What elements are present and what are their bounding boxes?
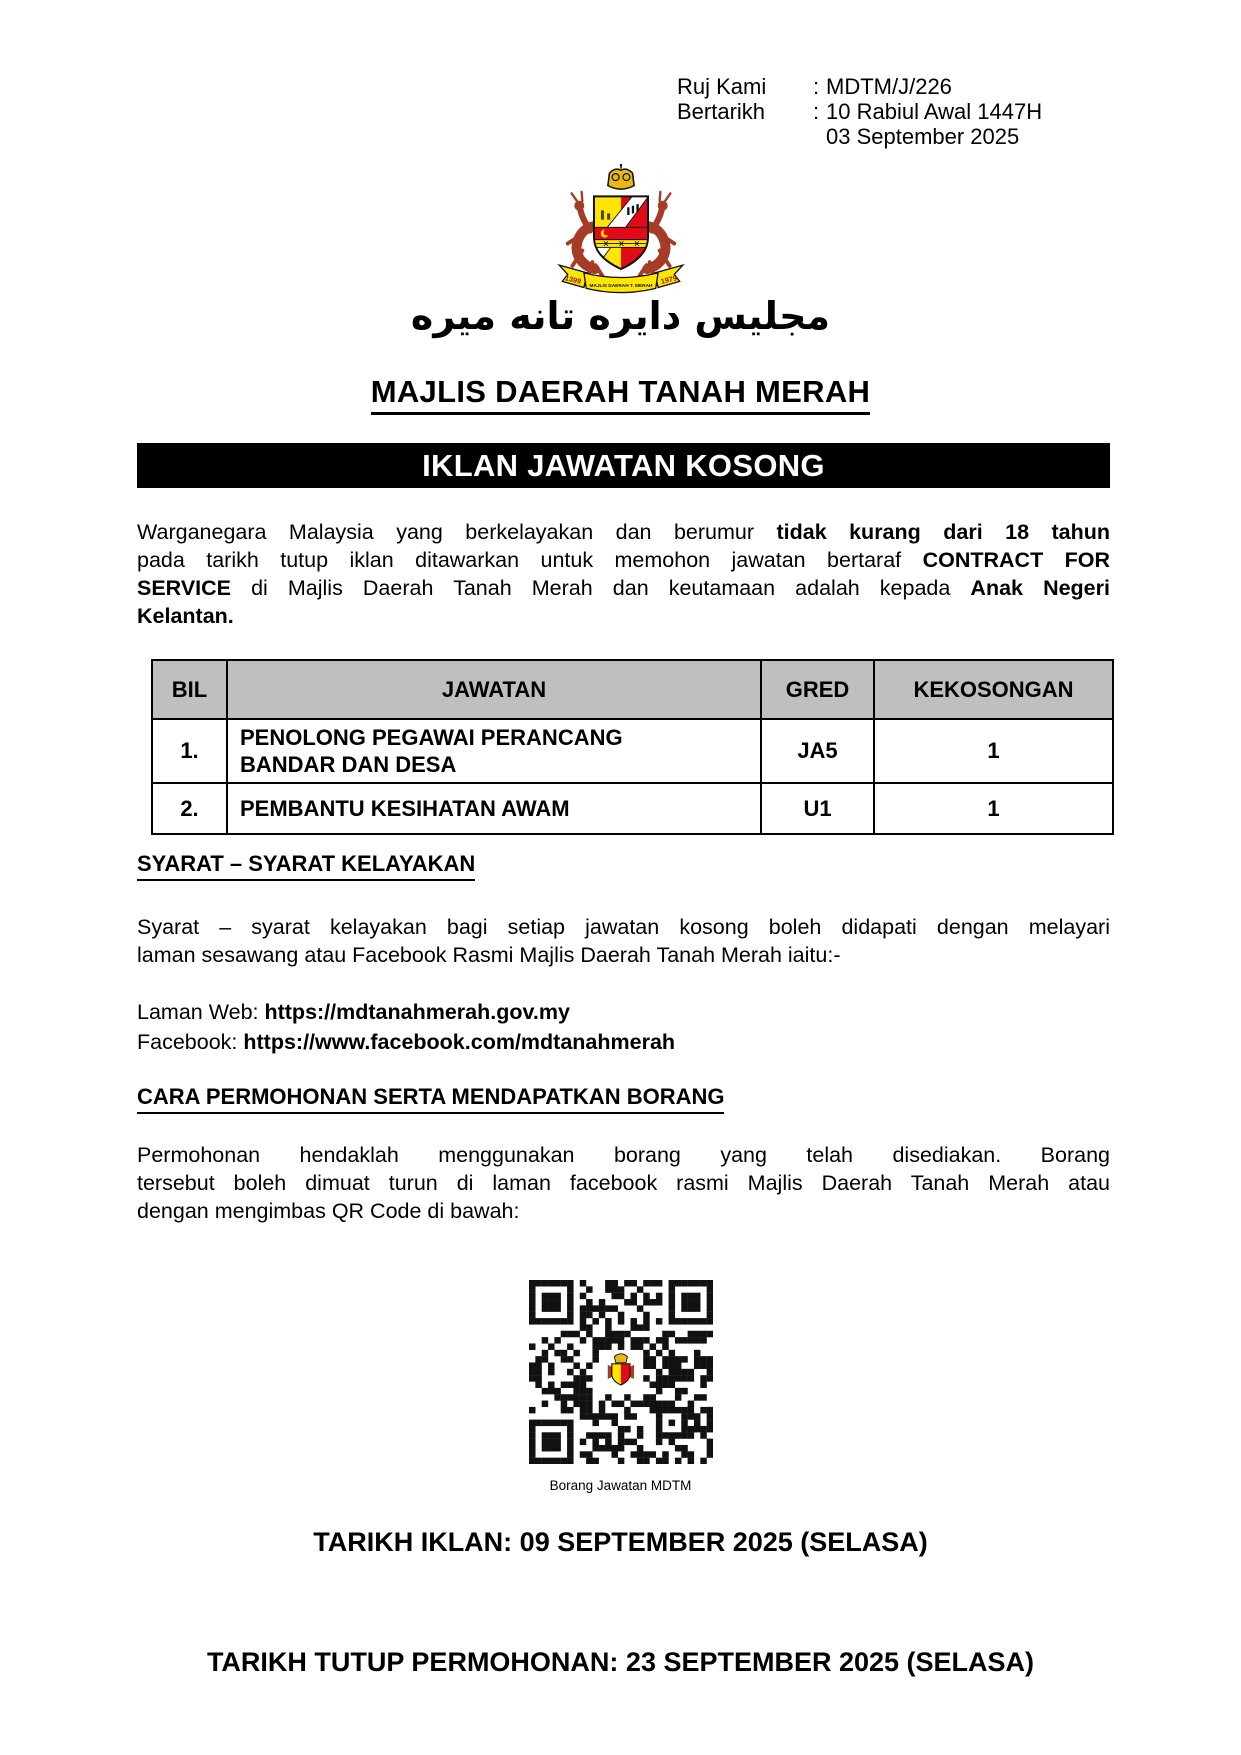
ref-separator bbox=[813, 124, 826, 149]
table-header-row bbox=[152, 660, 1113, 719]
ref-value: MDTM/J/226 bbox=[826, 74, 952, 99]
ref-separator: : bbox=[813, 74, 820, 99]
mdtm-crest-logo bbox=[536, 164, 706, 308]
crown-icon bbox=[607, 164, 633, 189]
cell-jawatan bbox=[227, 719, 761, 783]
text-line: SERVICE di Majlis Daerah Tanah Merah dan keutamaan adalah kepada Anak Negeri bbox=[137, 576, 1110, 600]
table-row bbox=[152, 719, 1113, 783]
contact-links bbox=[137, 997, 675, 1057]
qr-code bbox=[529, 1280, 713, 1464]
text-line: Permohonan hendaklah menggunakan borang yang telah disediakan. Borang bbox=[137, 1143, 1110, 1167]
cara-heading bbox=[137, 1084, 724, 1110]
cara-heading-text: CARA PERMOHONAN SERTA MENDAPATKAN BORANG bbox=[137, 1084, 724, 1114]
text-line: pada tarikh tutup iklan ditawarkan untuk memohon jawatan bertaraf CONTRACT FOR bbox=[137, 548, 1111, 572]
ref-row bbox=[677, 74, 1042, 99]
ref-value: 10 Rabiul Awal 1447H bbox=[826, 99, 1043, 124]
text-line: PEMBANTU KESIHATAN AWAM bbox=[240, 796, 570, 821]
reference-block bbox=[677, 74, 1042, 149]
jobs-table bbox=[151, 659, 1114, 835]
ref-label bbox=[677, 124, 813, 149]
text-line: PENOLONG PEGAWAI PERANCANG bbox=[240, 725, 623, 750]
vacancy-banner: IKLAN JAWATAN KOSONG bbox=[137, 443, 1110, 488]
shield-icon bbox=[588, 195, 649, 269]
cara-paragraph bbox=[137, 1141, 1110, 1225]
text-line: tersebut boleh dimuat turun di laman facebook rasmi Majlis Daerah Tanah Merah atau bbox=[137, 1171, 1110, 1195]
text-line: laman sesawang atau Facebook Rasmi Majlis Daerah Tanah Merah iaitu:- bbox=[137, 943, 841, 967]
text-line: dengan mengimbas QR Code di bawah: bbox=[137, 1199, 520, 1223]
ribbon-center-text: MAJLIS DAERAH T. MERAH bbox=[588, 283, 653, 289]
ref-value: 03 September 2025 bbox=[826, 124, 1020, 149]
intro-paragraph bbox=[137, 518, 1110, 630]
tarikh-iklan: TARIKH IKLAN: 09 SEPTEMBER 2025 (SELASA) bbox=[313, 1527, 928, 1557]
tarikh-tutup: TARIKH TUTUP PERMOHONAN: 23 SEPTEMBER 2025 (SELASA) bbox=[206, 1647, 1035, 1677]
org-title bbox=[0, 374, 1241, 410]
table-row bbox=[152, 783, 1113, 834]
qr-section bbox=[0, 1280, 1241, 1493]
qr-caption: Borang Jawatan MDTM bbox=[549, 1478, 692, 1493]
text-line: Facebook: https://www.facebook.com/mdtanahmerah bbox=[137, 1030, 676, 1054]
cell-gred: JA5 bbox=[761, 719, 874, 783]
text-line: Kelantan. bbox=[137, 604, 234, 628]
ribbon-year-left: 1399 bbox=[563, 273, 582, 286]
ref-label: Bertarikh bbox=[677, 99, 766, 124]
col-header-bil: BIL bbox=[152, 660, 227, 719]
syarat-heading-text: SYARAT – SYARAT KELAYAKAN bbox=[137, 851, 475, 881]
cell-kekosongan: 1 bbox=[874, 719, 1113, 783]
ref-label: Ruj Kami bbox=[677, 74, 767, 99]
cell-jawatan bbox=[227, 783, 761, 834]
syarat-heading bbox=[137, 851, 475, 877]
text-line: BANDAR DAN DESA bbox=[240, 752, 457, 777]
cell-bil: 1. bbox=[152, 719, 227, 783]
org-title-text: MAJLIS DAERAH TANAH MERAH bbox=[371, 374, 870, 415]
cell-gred: U1 bbox=[761, 783, 874, 834]
col-header-kekosongan: KEKOSONGAN bbox=[874, 660, 1113, 719]
jawi-title: مجليس دايره تانه ميره bbox=[410, 294, 831, 338]
cell-bil: 2. bbox=[152, 783, 227, 834]
text-line: Laman Web: https://mdtanahmerah.gov.my bbox=[137, 1000, 570, 1024]
text-line: Warganegara Malaysia yang berkelayakan dan berumur tidak kurang dari 18 tahun bbox=[137, 520, 1110, 544]
ribbon-year-right: 1979 bbox=[659, 273, 678, 286]
cell-kekosongan: 1 bbox=[874, 783, 1113, 834]
col-header-jawatan: JAWATAN bbox=[227, 660, 761, 719]
ref-row bbox=[677, 124, 1042, 149]
ref-separator: : bbox=[813, 99, 820, 124]
text-line: Syarat – syarat kelayakan bagi setiap jawatan kosong boleh didapati dengan melayari bbox=[137, 915, 1110, 939]
syarat-paragraph bbox=[137, 913, 1110, 969]
col-header-gred: GRED bbox=[761, 660, 874, 719]
ref-row bbox=[677, 99, 1042, 124]
